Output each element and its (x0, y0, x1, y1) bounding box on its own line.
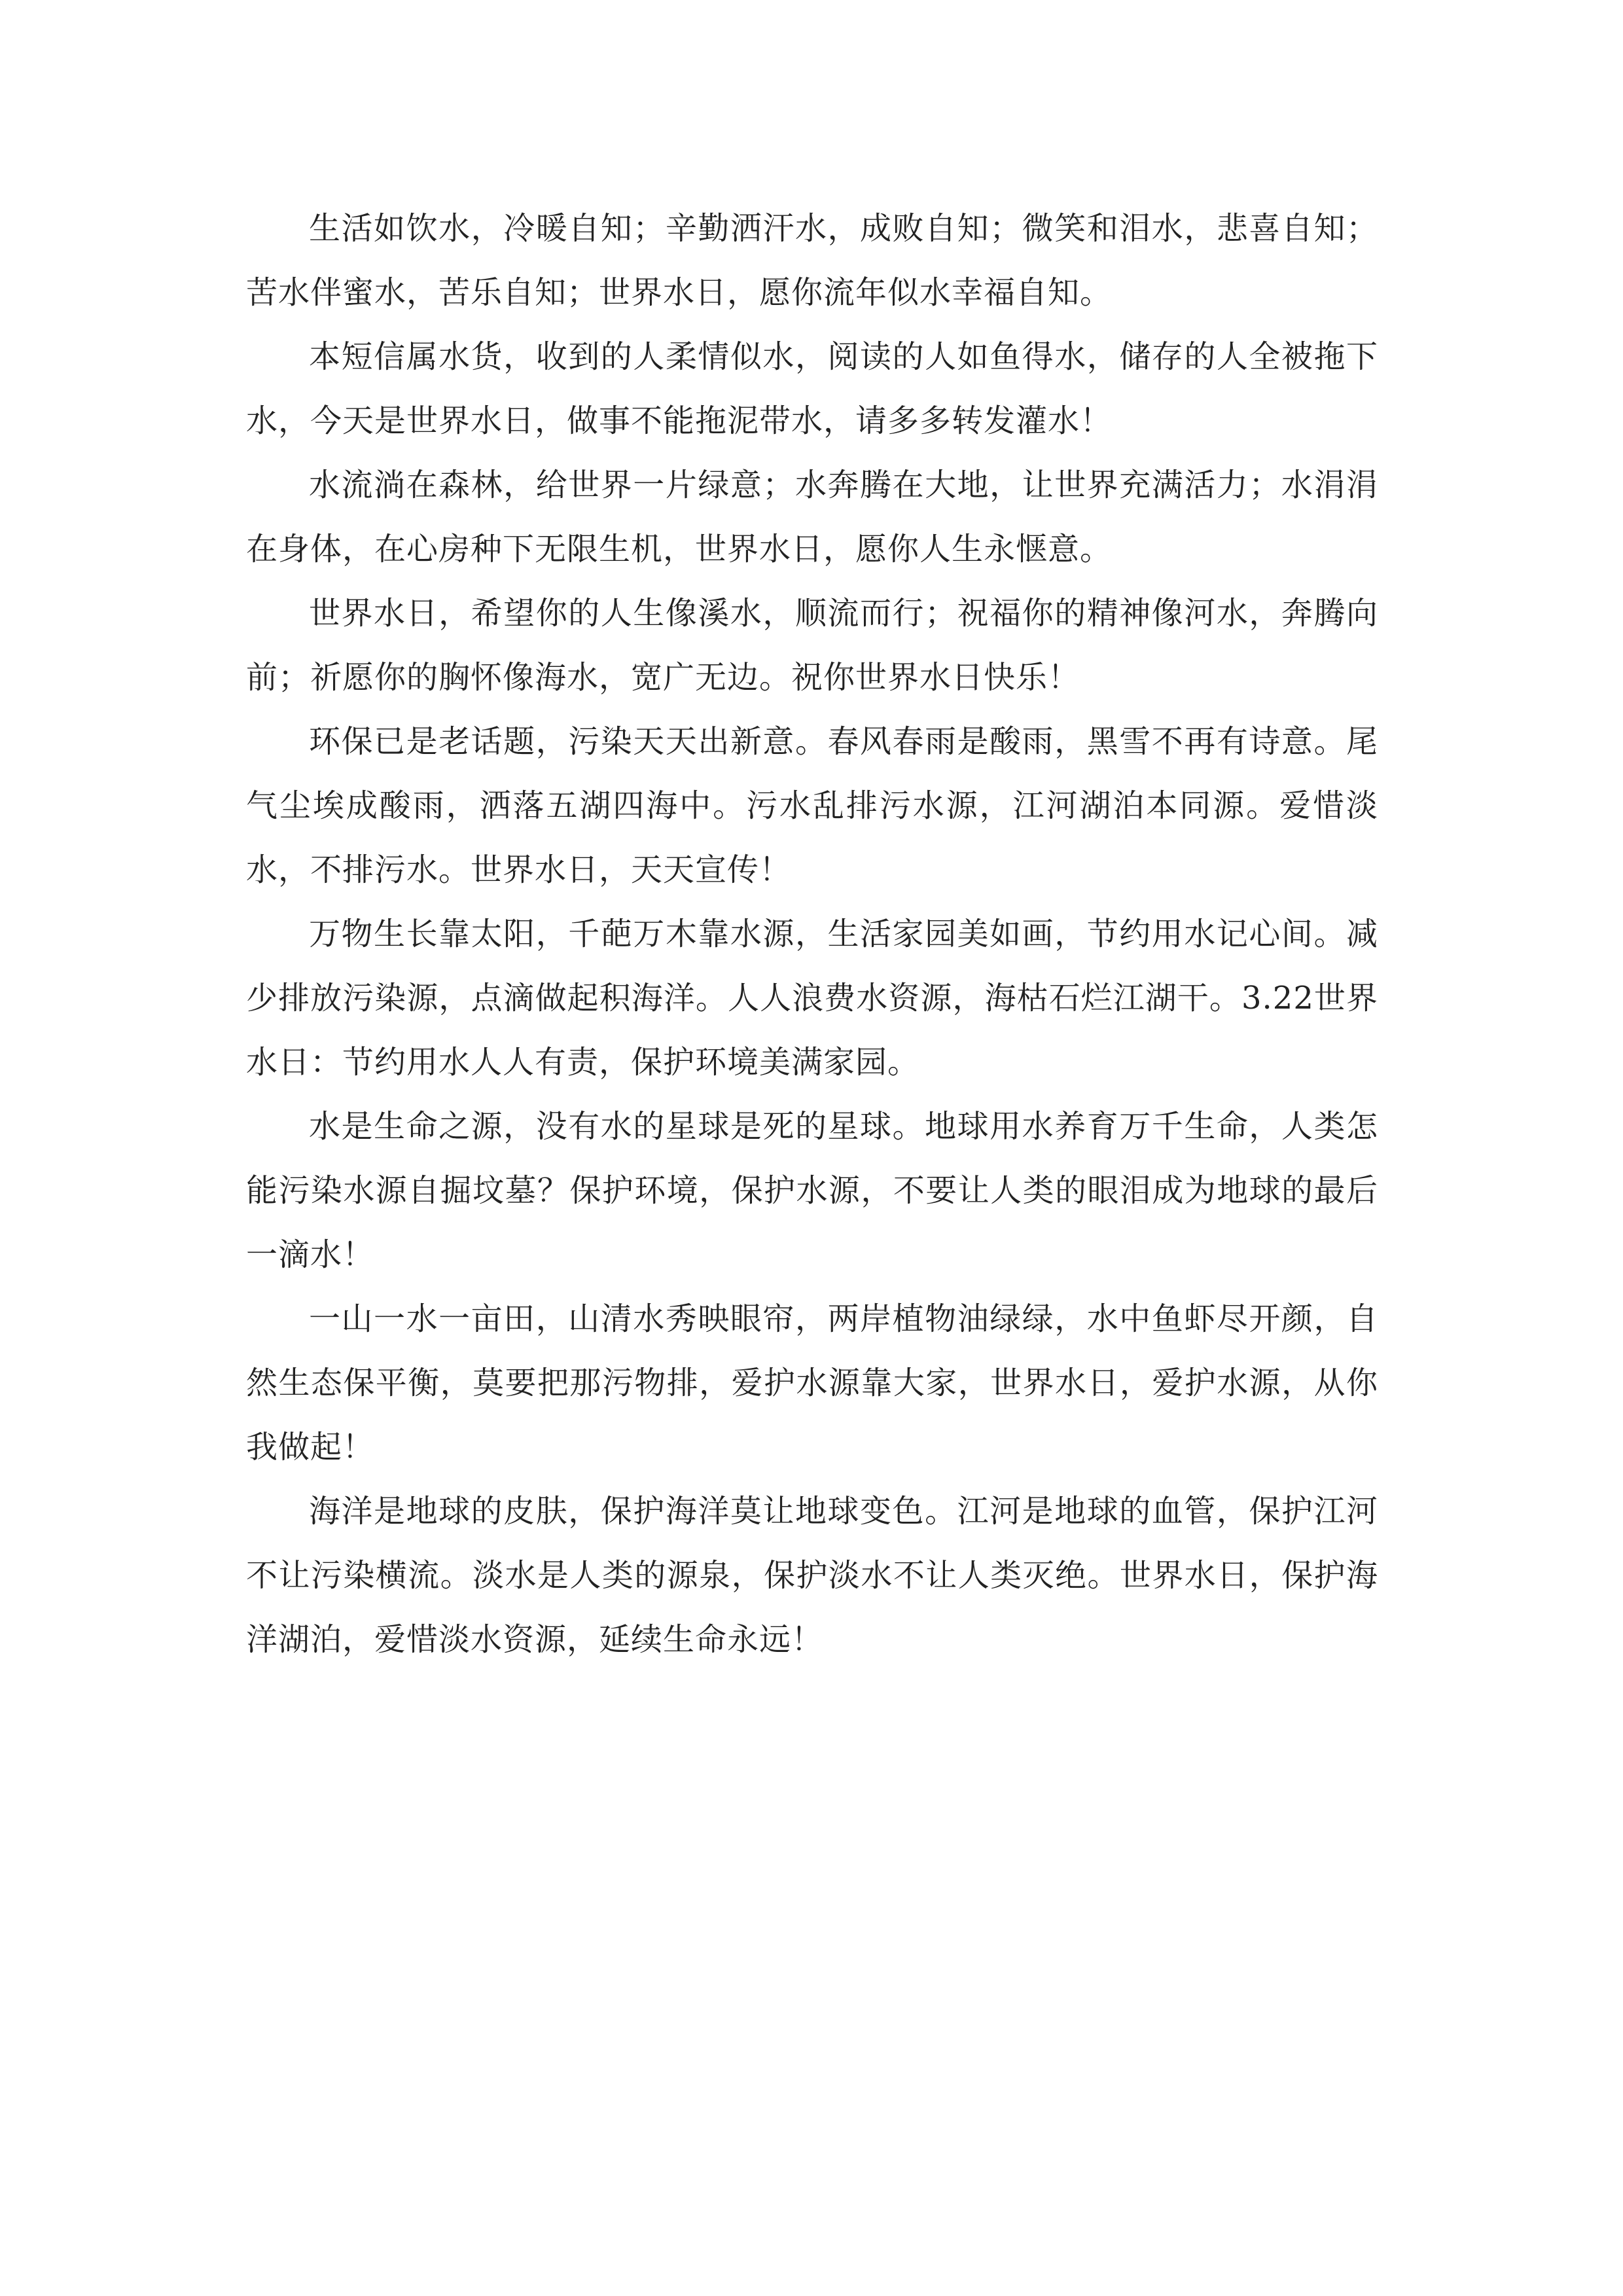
paragraph-4: 世界水日，希望你的人生像溪水，顺流而行；祝福你的精神像河水，奔腾向前；祈愿你的胸怀像海水，宽广无边。祝你世界水日快乐！ (246, 595, 1378, 696)
paragraph-1: 生活如饮水，冷暖自知；辛勤洒汗水，成败自知；微笑和泪水，悲喜自知；苦水伴蜜水，苦乐自知；世界水日，愿你流年似水幸福自知。 (246, 210, 1378, 311)
document-body (246, 196, 1378, 1672)
paragraph-7: 水是生命之源，没有水的星球是死的星球。地球用水养育万千生命，人类怎能污染水源自掘坟墓？保护环境，保护水源，不要让人类的眼泪成为地球的最后一滴水！ (246, 1108, 1378, 1273)
paragraph-6: 万物生长靠太阳，千葩万木靠水源，生活家园美如画，节约用水记心间。减少排放污染源，点滴做起积海洋。人人浪费水资源，海枯石烂江湖干。3.22世界水日：节约用水人人有责，保护环境美满家园。 (246, 916, 1378, 1081)
paragraph-8: 一山一水一亩田，山清水秀映眼帘，两岸植物油绿绿，水中鱼虾尽开颜，自然生态保平衡，莫要把那污物排，爱护水源靠大家，世界水日，爱护水源，从你我做起！ (246, 1300, 1378, 1465)
paragraph-2: 本短信属水货，收到的人柔情似水，阅读的人如鱼得水，储存的人全被拖下水，今天是世界水日，做事不能拖泥带水，请多多转发灌水！ (246, 338, 1378, 439)
paragraph-5: 环保已是老话题，污染天天出新意。春风春雨是酸雨，黑雪不再有诗意。尾气尘埃成酸雨，洒落五湖四海中。污水乱排污水源，江河湖泊本同源。爱惜淡水，不排污水。世界水日，天天宣传！ (246, 723, 1378, 888)
paragraph-3: 水流淌在森林，给世界一片绿意；水奔腾在大地，让世界充满活力；水涓涓在身体，在心房种下无限生机，世界水日，愿你人生永惬意。 (246, 467, 1378, 567)
paragraph-9: 海洋是地球的皮肤，保护海洋莫让地球变色。江河是地球的血管，保护江河不让污染横流。淡水是人类的源泉，保护淡水不让人类灭绝。世界水日，保护海洋湖泊，爱惜淡水资源，延续生命永远！ (246, 1493, 1378, 1658)
